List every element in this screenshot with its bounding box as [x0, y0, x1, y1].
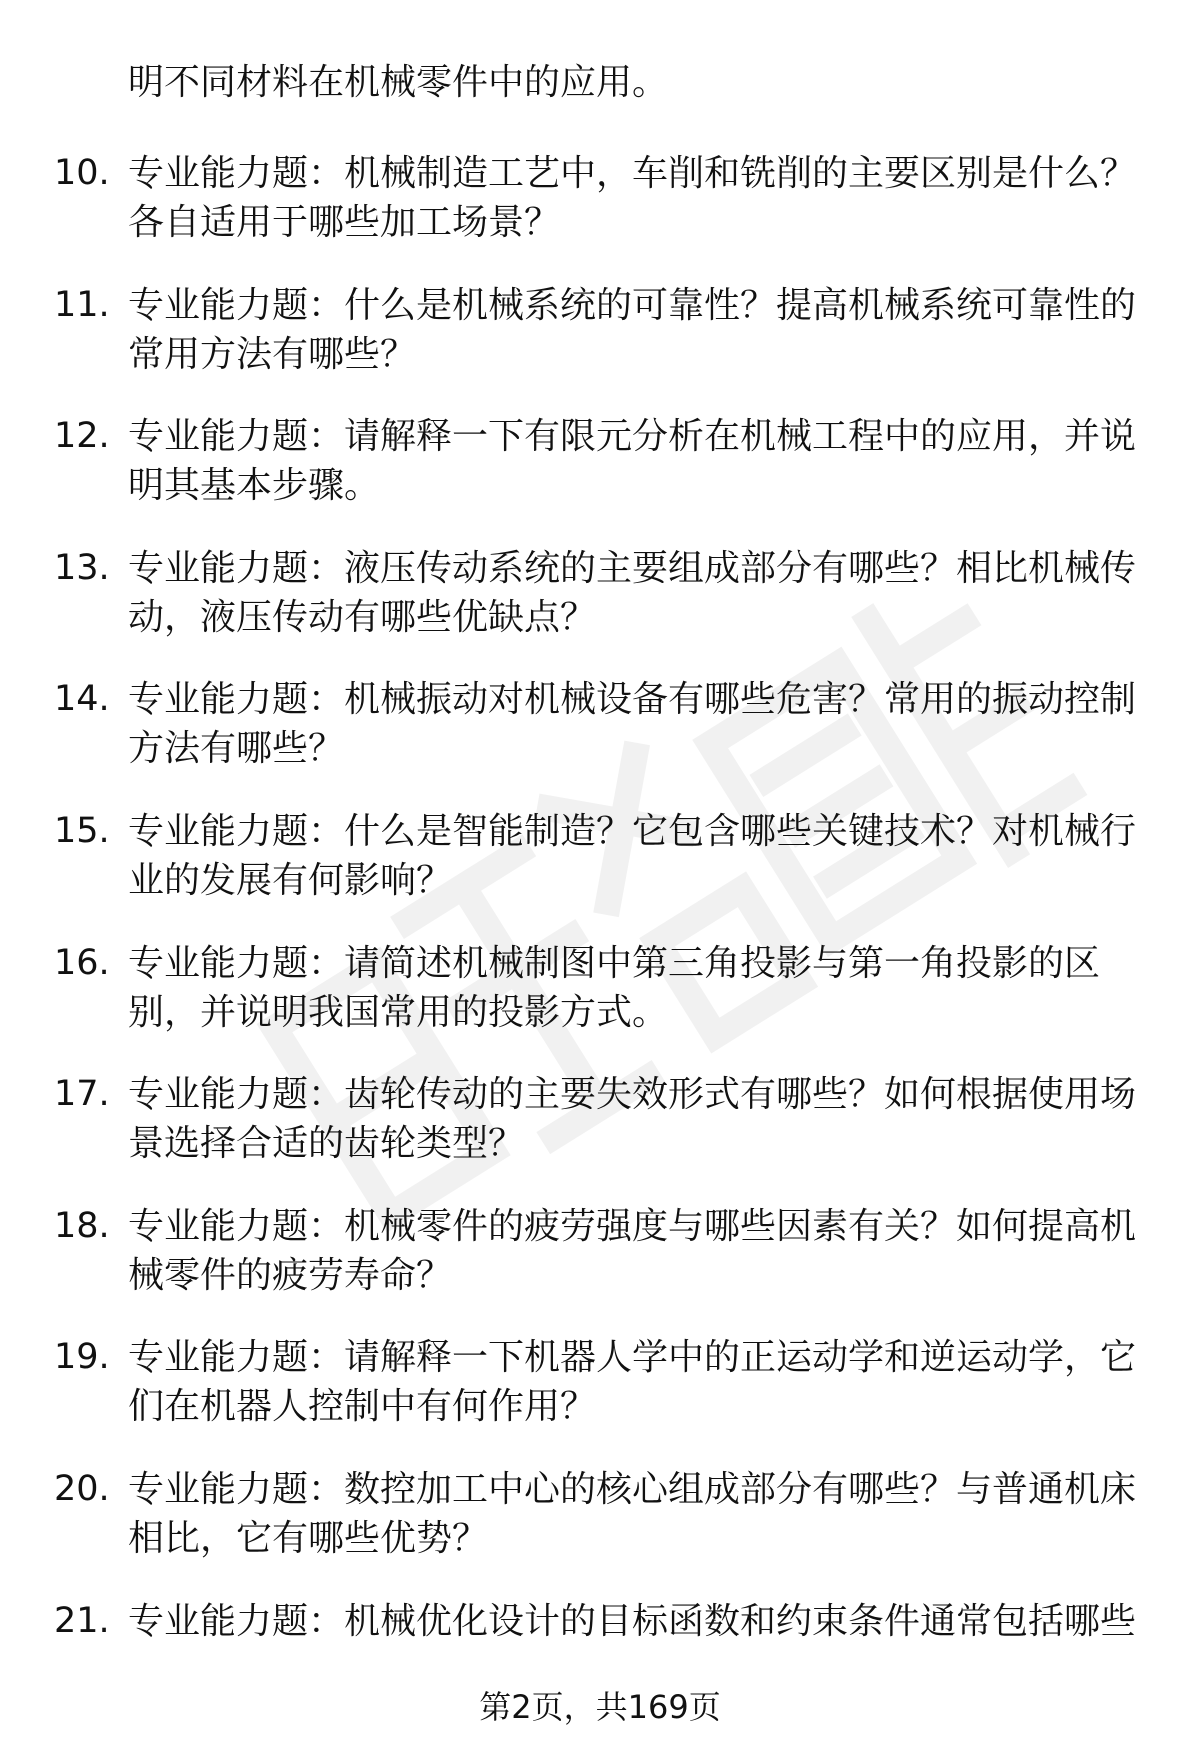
list-item: [0, 271, 1200, 403]
question-number: 15.: [54, 810, 110, 851]
question-line: 别，并说明我国常用的投影方式。: [128, 991, 669, 1033]
question-text: [128, 807, 1138, 905]
question-line: 业的发展有何影响？: [128, 859, 453, 901]
question-line: 专业能力题：机械制造工艺中，车削和铣削的主要区别是什么？: [128, 153, 1137, 194]
question-line: 动，液压传动有哪些优缺点？: [128, 596, 597, 638]
question-text: [128, 675, 1138, 773]
question-text: [128, 149, 1138, 247]
question-text: [128, 939, 1138, 1037]
question-line: 们在机器人控制中有何作用？: [128, 1386, 597, 1428]
question-line: 专业能力题：齿轮传动的主要失效形式有哪些？如何根据使用场: [128, 1074, 1137, 1116]
question-number: 10.: [54, 153, 110, 193]
list-item: [0, 139, 1200, 271]
question-line: 专业能力题：什么是智能制造？它包含哪些关键技术？对机械行: [128, 810, 1137, 852]
question-line: 景选择合适的齿轮类型？: [128, 1123, 525, 1165]
question-line: 专业能力题：机械振动对机械设备有哪些危害？常用的振动控制: [128, 679, 1137, 721]
question-number: 19.: [54, 1337, 110, 1378]
question-number: 11.: [54, 284, 110, 325]
question-line: 相比，它有哪些优势？: [128, 1517, 489, 1559]
list-item: [0, 1323, 1200, 1455]
question-line: 专业能力题：机械零件的疲劳强度与哪些因素有关？如何提高机: [128, 1205, 1137, 1247]
question-number: 20.: [54, 1468, 110, 1509]
question-text: [128, 1333, 1138, 1431]
question-text: [128, 1597, 1138, 1646]
question-line: 械零件的疲劳寿命？: [128, 1254, 453, 1296]
list-item: [0, 1192, 1200, 1324]
question-number: 14.: [54, 679, 110, 720]
question-line: 专业能力题：液压传动系统的主要组成部分有哪些？相比机械传: [128, 547, 1137, 589]
question-line: 专业能力题：什么是机械系统的可靠性？提高机械系统可靠性的: [128, 284, 1137, 326]
question-list: [0, 139, 1200, 1718]
list-item: [0, 1060, 1200, 1192]
question-line: 各自适用于哪些加工场景？: [128, 202, 561, 243]
question-line: 专业能力题：数控加工中心的核心组成部分有哪些？与普通机床: [128, 1468, 1137, 1510]
list-item: [0, 797, 1200, 929]
question-line: 明其基本步骤。: [128, 465, 381, 507]
question-number: 17.: [54, 1074, 110, 1115]
list-item: [0, 534, 1200, 666]
question-number: 13.: [54, 547, 110, 588]
question-number: 21.: [54, 1600, 110, 1641]
question-line: 专业能力题：请解释一下机器人学中的正运动学和逆运动学，它: [128, 1337, 1137, 1379]
page-footer: 第2页，共169页: [479, 1688, 721, 1726]
question-text: [128, 412, 1138, 510]
question-line: 专业能力题：请解释一下有限元分析在机械工程中的应用，并说: [128, 416, 1137, 458]
question-line: 方法有哪些？: [128, 728, 345, 770]
list-item: [0, 665, 1200, 797]
question-text: [128, 1070, 1138, 1168]
question-line: 专业能力题：机械优化设计的目标函数和约束条件通常包括哪些: [128, 1600, 1137, 1642]
question-text: [128, 1465, 1138, 1563]
continuation-line: 明不同材料在机械零件中的应用。: [128, 62, 669, 103]
list-item: [0, 1455, 1200, 1587]
list-item: [0, 402, 1200, 534]
question-number: 12.: [54, 416, 110, 457]
question-line: 专业能力题：请简述机械制图中第三角投影与第一角投影的区: [128, 942, 1101, 984]
question-text: [128, 1202, 1138, 1300]
list-item: [0, 929, 1200, 1061]
question-number: 16.: [54, 942, 110, 983]
question-text: [128, 281, 1138, 379]
question-line: 常用方法有哪些？: [128, 333, 417, 375]
question-number: 18.: [54, 1205, 110, 1246]
question-text: [128, 544, 1138, 642]
